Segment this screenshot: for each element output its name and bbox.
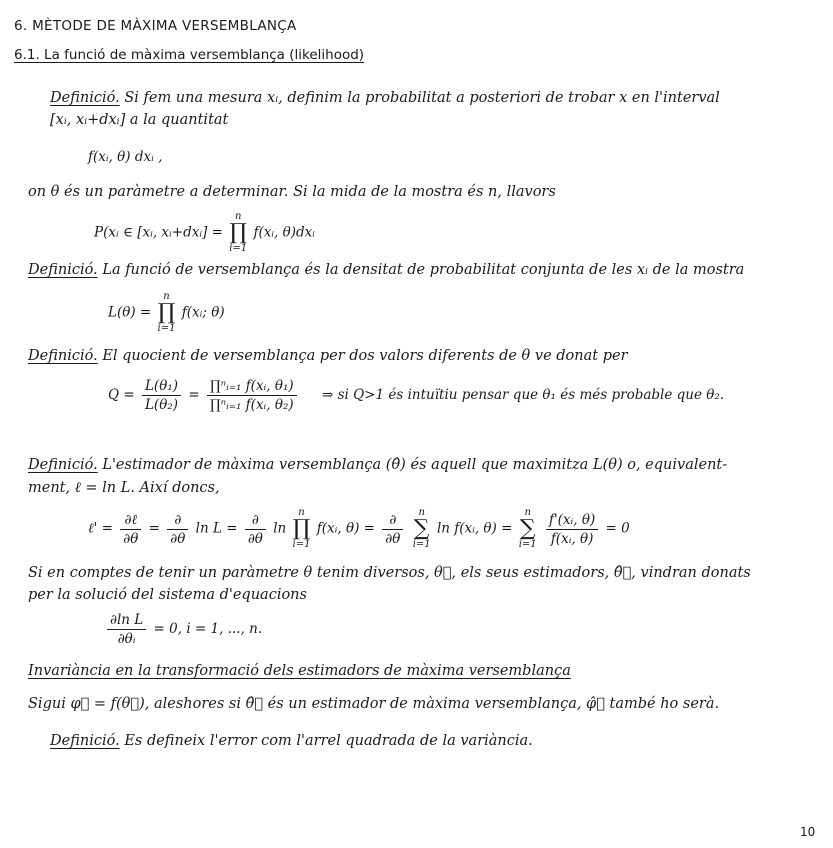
fraction-dlnl-dtheta: $\frac{\text{∂ln L}}{\text{∂θᵢ}}$: [107, 612, 146, 647]
fraction-partial-3: $\frac{\partial}{\partial\theta}$: [382, 512, 403, 547]
product-operator: n ∏ i=1: [292, 507, 311, 550]
fraction-dl-dtheta: $\frac{\text{∂ℓ}}{\partial\theta}$: [120, 512, 141, 547]
definition-text: Es defineix l'error com l'arrel quadrada de la variància.: [124, 733, 533, 749]
fraction-partial-1: $\frac{\partial}{\partial\theta}$: [167, 512, 188, 547]
fraction-derivative-ratio: $\frac{\text{f'(xᵢ, θ)}}{\text{f(xᵢ, θ)}}$: [546, 512, 598, 547]
invariance-heading: Invariància en la transformació dels estimadors de màxima versemblança: [28, 663, 571, 679]
definition-6: [50, 733, 533, 749]
equals-zero: = 0: [605, 520, 630, 537]
equation-system-tail: = 0, i = 1, ..., n.: [153, 621, 263, 637]
quotient-remark: ⇒ si Q>1 és intuïtiu pensar que θ₁ és més probable que θ₂.: [321, 387, 725, 403]
definition-label: Definició.: [28, 348, 98, 364]
fraction-product-ratio: $\frac{\text{∏ⁿᵢ₌₁ f(xᵢ, θ₁)}}{\text{∏ⁿᵢ₌₁ f(xᵢ, θ₂)}}$: [207, 378, 297, 413]
fraction-likelihood-ratio: $\frac{\text{L(θ₁)}}{\text{L(θ₂)}}$: [142, 378, 181, 413]
definition-text: El quocient de versemblança per dos valors diferents de θ ve donat per: [102, 348, 628, 364]
l-prime: ℓ' =: [88, 520, 113, 537]
definition-1-line-3: on θ és un paràmetre a determinar. Si la mida de la mostra és n, llavors: [28, 184, 556, 200]
equation-system: [104, 612, 262, 647]
ln-l: ln L =: [195, 520, 238, 537]
definition-2: [28, 262, 744, 278]
definition-text: L'estimador de màxima versemblança (θ̂) és aquell que maximitza L(θ) o, equivalent-: [102, 457, 728, 473]
product-term: f(xᵢ, θ) =: [316, 520, 375, 537]
definition-label: Definició.: [28, 262, 98, 278]
definition-1-line-2: [xᵢ, xᵢ+dxᵢ] a la quantitat: [50, 112, 229, 128]
equation-probability: [94, 212, 315, 254]
q-symbol: Q =: [108, 387, 135, 403]
definition-4: [28, 457, 727, 473]
definition-text: Si fem una mesura xᵢ, definim la probabilitat a posteriori de trobar x en l'interval: [124, 90, 720, 106]
invariance-text: Sigui φ⃗ = f(θ⃗), aleshores si θ̂⃗ és un estimador de màxima versemblança, φ̂⃗ també ho serà.: [28, 696, 720, 712]
sum-operator: n ∑ i=1: [412, 507, 431, 550]
definition-4-line-2: ment, ℓ = ln L. Així doncs,: [28, 480, 220, 496]
equation-lhs: L(θ) =: [108, 304, 152, 321]
equals-sign: =: [148, 520, 160, 537]
equation-fdx: f(xᵢ, θ) dxᵢ ,: [88, 149, 163, 165]
page-number: 10: [800, 825, 816, 839]
equals-sign: =: [188, 387, 200, 403]
definition-1: [50, 90, 720, 106]
definition-text: La funció de versemblança és la densitat de probabilitat conjunta de les xᵢ de la mostra: [102, 262, 745, 278]
section-heading: 6. MÈTODE DE MÀXIMA VERSEMBLANÇA: [14, 18, 297, 34]
sum-operator-2: n ∑ i=1: [518, 507, 537, 550]
fraction-partial-2: $\frac{\partial}{\partial\theta}$: [245, 512, 266, 547]
definition-label: Definició.: [50, 90, 120, 106]
multi-parameter-text: Si en comptes de tenir un paràmetre θ tenim diversos, θ⃗, els seus estimadors, θ̂⃗, vindran donats: [28, 565, 751, 581]
product-operator: n ∏ i=1: [157, 291, 176, 334]
equation-likelihood: [108, 292, 225, 334]
equation-quotient: [108, 378, 724, 413]
definition-3: [28, 348, 628, 364]
definition-label: Definició.: [28, 457, 98, 473]
equation-rhs: f(xᵢ; θ): [181, 304, 225, 321]
product-operator: n ∏ i=1: [229, 211, 248, 254]
definition-label: Definició.: [50, 733, 120, 749]
sum-term: ln f(xᵢ, θ) =: [436, 520, 513, 537]
equation-log-likelihood: [88, 508, 630, 550]
equation-rhs: f(xᵢ, θ)dxᵢ: [253, 224, 316, 241]
multi-parameter-text-2: per la solució del sistema d'equacions: [28, 587, 307, 603]
ln-symbol: ln: [273, 520, 287, 537]
equation-lhs: P(xᵢ ∈ [xᵢ, xᵢ+dxᵢ] =: [94, 224, 223, 241]
subsection-heading: 6.1. La funció de màxima versemblança (likelihood): [14, 47, 365, 63]
